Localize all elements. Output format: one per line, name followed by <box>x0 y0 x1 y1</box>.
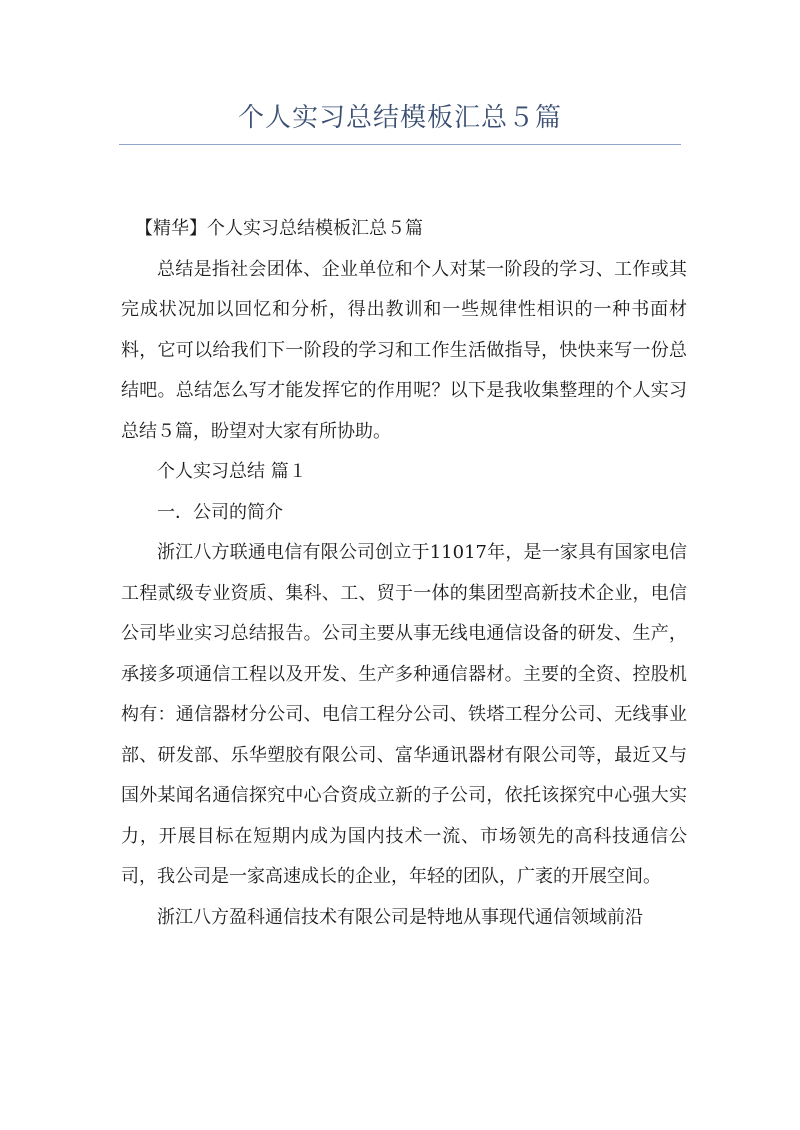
document-body <box>121 209 687 938</box>
continued-paragraph: 浙江八方盈科通信技术有限公司是特地从事现代通信领域前沿 <box>157 906 643 928</box>
company-paragraph: 浙江八方联通电信有限公司创立于11017年，是一家具有国家电信工程贰级专业资质、集科、工、贸于一体的集团型高新技术企业，电信公司毕业实习总结报告。公司主要从事无线电通信设备的研发、生产，承接多项通信工程以及开发、生产多种通信器材。主要的全资、控股机构有：通信器材分公司、电信工程分公司、铁塔工程分公司、无线事业部、研发部、乐华塑胶有限公司、富华通讯器材有限公司等，最近又与国外某闻名通信探究中心合资成立新的子公司，依托该探究中心强大实力，开展目标在短期内成为国内技术一流、市场领先的高科技通信公司，我公司是一家高速成长的企业，年轻的团队，广袤的开展空间。 <box>121 542 687 887</box>
intro-paragraph: 总结是指社会团体、企业单位和个人对某一阶段的学习、工作或其完成状况加以回忆和分析，得出教训和一些规律性相识的一种书面材料，它可以给我们下一阶段的学习和工作生活做指导，快快来写一份总结吧。总结怎么写才能发挥它的作用呢？以下是我收集整理的个人实习总结５篇，盼望对大家有所协助。 <box>121 258 687 442</box>
section-heading: 个人实习总结 篇１ <box>157 461 307 482</box>
doc-subheading: 【精华】个人实习总结模板汇总５篇 <box>135 218 423 239</box>
title-divider <box>119 144 681 145</box>
document-title: 个人实习总结模板汇总５篇 <box>237 103 562 133</box>
subsection-heading: 一．公司的简介 <box>157 501 283 523</box>
